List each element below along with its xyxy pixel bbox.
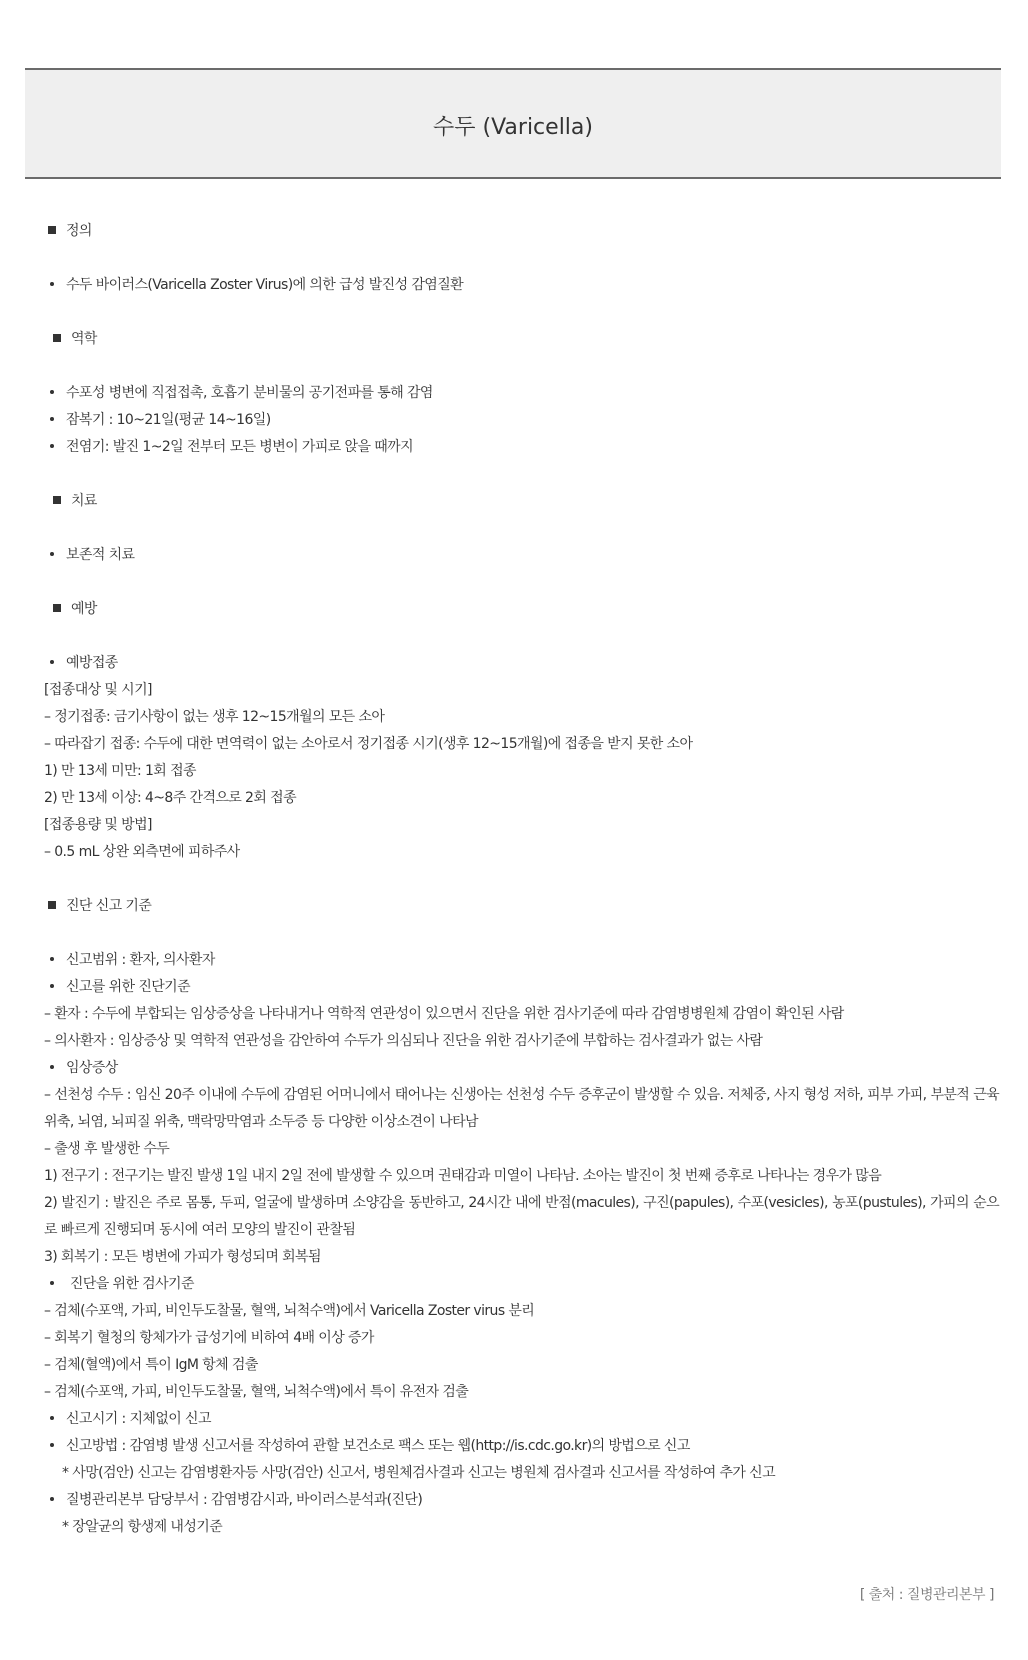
list-item: 수두 바이러스(Varicella Zoster Virus)에 의한 급성 발진성 감염질환 [44,272,1004,299]
dot-bullet-icon [50,552,54,556]
text-line: – 0.5 mL 상완 외측면에 피하주사 [44,844,240,860]
list-item: 예방접종 [44,650,1004,677]
list-item: 신고를 위한 진단기준 [44,974,1004,1001]
dot-bullet-icon [50,660,54,664]
text-paragraph: 2) 발진기 : 발진은 주로 몸통, 두피, 얼굴에 발생하며 소양감을 동반하고, 24시간 내에 반점(macules), 구진(papules), 수포(vesicles), 농포(pustules), 가피의 순으로 빠르게 진행되며 동시에 여러 모양의 발진이 관찰됨 [44,1195,999,1238]
dot-bullet-icon [50,1443,54,1447]
text-line: 2) 만 13세 이상: 4~8주 간격으로 2회 접종 [44,790,296,806]
section-heading-definition: 정의 [44,218,1004,245]
text-line: – 회복기 혈청의 항체가가 급성기에 비하여 4배 이상 증가 [44,1330,374,1346]
text-line: – 검체(수포액, 가피, 비인두도찰물, 혈액, 뇌척수액)에서 특이 유전자 검출 [44,1384,469,1400]
text-line: – 출생 후 발생한 수두 [44,1141,170,1157]
text-paragraph: – 선천성 수두 : 임신 20주 이내에 수두에 감염된 어머니에서 태어나는 신생아는 선천성 수두 증후군이 발생할 수 있음. 저체중, 사지 형성 저하, 피부 가피, 부분적 근육 위축, 뇌염, 뇌피질 위축, 맥락망막염과 소두증 등 다양한 이상소견이 나타남 [44,1087,999,1130]
document-body [44,218,1004,1541]
text-line: – 환자 : 수두에 부합되는 임상증상을 나타내거나 역학적 연관성이 있으면서 진단을 위한 검사기준에 따라 감염병병원체 감염이 확인된 사람 [44,1006,844,1022]
section-heading-treatment: 치료 [44,488,1004,515]
list-item: 보존적 치료 [44,542,1004,569]
text-line: [접종대상 및 시기] [44,682,152,698]
dot-bullet-icon [50,390,54,394]
section-heading-report: 진단 신고 기준 [44,893,1004,920]
dot-bullet-icon [50,984,54,988]
dot-bullet-icon [50,1497,54,1501]
square-bullet-icon [53,334,61,342]
square-bullet-icon [53,604,61,612]
text-line: 1) 전구기 : 전구기는 발진 발생 1일 내지 2일 전에 발생할 수 있으며 권태감과 미열이 나타남. 소아는 발진이 첫 번째 증후로 나타나는 경우가 많음 [44,1168,882,1184]
list-item: 신고범위 : 환자, 의사환자 [44,947,1004,974]
title-banner [25,68,1001,179]
dot-bullet-icon [50,957,54,961]
list-item: 신고시기 : 지체없이 신고 [44,1406,1004,1433]
list-item: 진단을 위한 검사기준 [44,1271,1004,1298]
dot-bullet-icon [50,1281,54,1285]
list-item: 전염기: 발진 1~2일 전부터 모든 병변이 가피로 앉을 때까지 [44,434,1004,461]
list-item: 잠복기 : 10~21일(평균 14~16일) [44,407,1004,434]
note-line: * 사망(검안) 신고는 감염병환자등 사망(검안) 신고서, 병원체검사결과 신고는 병원체 검사결과 신고서를 작성하여 추가 신고 [62,1465,776,1481]
text-line: 1) 만 13세 미만: 1회 접종 [44,763,196,779]
list-item: 수포성 병변에 직접접촉, 호흡기 분비물의 공기전파를 통해 감염 [44,380,1004,407]
square-bullet-icon [53,496,61,504]
text-line: [접종용량 및 방법] [44,817,152,833]
section-heading-epidemiology: 역학 [44,326,1004,353]
list-item: 질병관리본부 담당부서 : 감염병감시과, 바이러스분석과(진단) [44,1487,1004,1514]
text-line: – 따라잡기 접종: 수두에 대한 면역력이 없는 소아로서 정기접종 시기(생후 12~15개월)에 접종을 받지 못한 소아 [44,736,693,752]
dot-bullet-icon [50,1065,54,1069]
source-credit: [ 출처 : 질병관리본부 ] [859,1587,994,1603]
page-title: 수두 (Varicella) [433,115,593,140]
text-line: – 정기접종: 금기사항이 없는 생후 12~15개월의 모든 소아 [44,709,385,725]
dot-bullet-icon [50,417,54,421]
list-item: 신고방법 : 감염병 발생 신고서를 작성하여 관할 보건소로 팩스 또는 웹(http://is.cdc.go.kr)의 방법으로 신고 [44,1433,1004,1460]
dot-bullet-icon [50,1416,54,1420]
dot-bullet-icon [50,282,54,286]
text-line: – 의사환자 : 임상증상 및 역학적 연관성을 감안하여 수두가 의심되나 진단을 위한 검사기준에 부합하는 검사결과가 없는 사람 [44,1033,763,1049]
note-line: * 장알균의 항생제 내성기준 [62,1519,223,1535]
square-bullet-icon [48,226,56,234]
text-line: – 검체(혈액)에서 특이 IgM 항체 검출 [44,1357,258,1373]
list-item: 임상증상 [44,1055,1004,1082]
text-line: – 검체(수포액, 가피, 비인두도찰물, 혈액, 뇌척수액)에서 Varicella Zoster virus 분리 [44,1303,535,1319]
square-bullet-icon [48,901,56,909]
dot-bullet-icon [50,444,54,448]
text-line: 3) 회복기 : 모든 병변에 가피가 형성되며 회복됨 [44,1249,321,1265]
section-heading-prevention: 예방 [44,596,1004,623]
